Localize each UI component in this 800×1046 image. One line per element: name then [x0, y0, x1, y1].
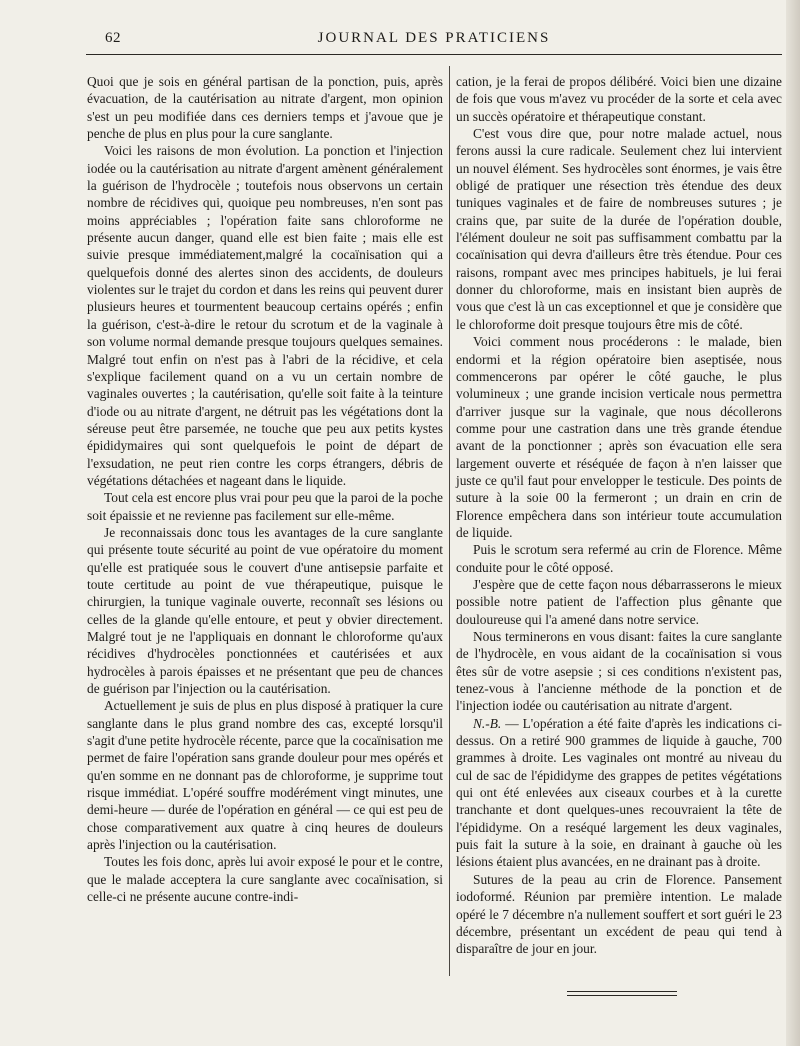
paragraph: Je reconnaissais donc tous les avantages de la cure sanglante qui présente toute sécurité au point de vue opératoire du moment qu'elle est pratiquée sous le couvert d'une antisepsie parfaite et toute certitude au point de vue thérapeutique, puisque le chirurgien, la tunique vaginale ouverte, reconnaît ses lésions ou celles de la glande qu'elle entoure, et peut y obvier directement. Malgré tout je ne l'appliquais en donnant le chloroforme qu'aux récidives d'hydrocèles ponctionnées et cautérisées et aux hydrocèles à parois épaisses et ne présentant que peu de chances de guérison par l'injection ou la cautérisation. — [87, 524, 443, 697]
column-divider — [449, 66, 450, 976]
page-number: 62 — [105, 30, 121, 46]
right-column — [456, 73, 782, 958]
end-rule — [567, 995, 677, 996]
left-column — [87, 73, 443, 906]
note-paragraph — [456, 715, 782, 871]
paragraph: Voici comment nous procéderons : le malade, bien endormi et la région opératoire bien aseptisée, nous commencerons par opérer le côté gauche, le plus volumineux ; une grande incision verticale nous permettra d'arriver jusque sur la vaginale, que nous décollerons comme pour une castration dans une très grande étendue avant de la ponctionner ; après son évacuation elle sera largement ouverte et réséquée de façon à n'en laisser que juste ce qu'il faut pour envelopper le testicule. Des points de suture à la soie 00 la fermeront ; un drain en crin de Florence empêchera dans son intérieur toute accumulation de liquide. — [456, 334, 782, 540]
page-edge — [786, 0, 800, 1046]
end-rule — [567, 991, 677, 992]
paragraph: Sutures de la peau au crin de Florence. Pansement iodoformé. Réunion par première intention. Le malade opéré le 7 décembre n'a nullement souffert et sort guéri le 23 décembre, présentant un excédent de peau qui tend à disparaître de jour en jour. — [456, 871, 782, 957]
paragraph: Puis le scrotum sera refermé au crin de Florence. Même conduite pour le côté opposé. — [456, 542, 782, 575]
note-text: — L'opération a été faite d'après les indications ci-dessus. On a retiré 900 grammes de liquide à gauche, 700 grammes à droite. Les vaginales ont montré au niveau du cul de sac de l'épididyme des grappes de petites végétations qui ont été enlevées aux ciseaux courbes et à la curette tranchante et dont quelques-unes recouvraient la tête de l'épididyme. On a reséqué largement les deux vaginales, puis fait la suture à la soie, en drainant à gauche où les lésions étaient plus avancées, en ne drainant pas à droite. — [456, 715, 782, 870]
note-label: N.-B. — [473, 715, 502, 731]
paragraph: cation, je la ferai de propos délibéré. Voici bien une dizaine de fois que vous m'avez vu procéder de la sorte et cela avec un succès opératoire et thérapeutique constant. — [456, 74, 782, 124]
page-header — [86, 28, 782, 54]
paragraph: Toutes les fois donc, après lui avoir exposé le pour et le contre, que le malade acceptera la cure sanglante avec cocaïnisation, si celle-ci ne présente aucune contre-indi- — [87, 854, 443, 905]
paragraph: Nous terminerons en vous disant: faites la cure sanglante de l'hydrocèle, en vous aidant de la cocaïnisation si vous êtes sûr de votre asepsie ; si ces conditions n'existent pas, tenez-vous à l'ancienne méthode de la ponction et de l'injection iodée ou cautérisation au nitrate d'argent. — [456, 629, 782, 714]
paragraph: J'espère que de cette façon nous débarrasserons le mieux possible notre patient de l'affection plus gênante que douloureuse qui l'a amené dans notre service. — [456, 576, 782, 627]
paragraph: Actuellement je suis de plus en plus disposé à pratiquer la cure sanglante dans le plus grand nombre des cas, excepté lorsqu'il s'agit d'une petite hydrocèle récente, parce que la cocaïnisation me permet de faire l'opération sans grande douleur pour mes opérés et qu'en somme en ne donnant pas de chloroforme, je supprime tout risque immédiat. L'opéré souffre modérément vingt minutes, une demi-heure — durée de l'opération en général — ce qui est peu de chose comparativement aux quatre à cinq heures de douleurs après l'injection ou la cautérisation. — [87, 698, 443, 853]
paragraph: Quoi que je sois en général partisan de la ponction, puis, après évacuation, de la cautérisation au nitrate d'argent, mon opinion s'est un peu modifiée dans ces derniers temps et j'avoue que je penche de plus en plus pour la cure sanglante. — [87, 74, 443, 142]
paragraph: Voici les raisons de mon évolution. La ponction et l'injection iodée ou la cautérisation au nitrate d'argent amènent généralement la guérison de l'hydrocèle ; toutefois nous observons un certain nombre de récidives qui, quoique peu nombreuses, n'en sont pas moins appréciables ; l'opération faite sans chloroforme ne présente aucun danger, quand elle est bien faite ; mais elle est suivie presque immédiatement,malgré la cocaïnisation qui a quelquefois donné des alertes sinon des accidents, de douleurs violentes sur le trajet du cordon et dans les reins qui peuvent durer plusieurs heures et tourmentent beaucoup certains opérés ; enfin la guérison, c'est-à-dire le retour du scrotum et de la vaginale à son volume normal demande presque toujours quelques semaines. Malgré tout enfin on n'est pas à l'abri de la récidive, et cela s'explique facilement quand on a vu un certain nombre de vaginales ouvertes ; la cautérisation, qu'elle soit faite à la teinture d'iode ou au nitrate d'argent, ne détruit pas les végétations dont la séreuse peut être parsemée, ne touche que peu aux petits kystes épididymaires qui sont quelquefois le point de départ de l'exsudation, ne peut rien contre les corps étrangers, débris de végétations détachées et nageant dans le liquide. — [87, 143, 443, 488]
journal-title: JOURNAL DES PRATICIENS — [317, 30, 551, 46]
paragraph: Tout cela est encore plus vrai pour peu que la paroi de la poche soit épaissie et ne revienne pas facilement sur elle-même. — [87, 490, 443, 523]
header-rule — [86, 54, 782, 55]
paragraph: C'est vous dire que, pour notre malade actuel, nous ferons aussi la cure radicale. Seulement chez lui intervient un nouvel élément. Ses hydrocèles sont énormes, je vais être obligé de pratiquer une résection très étendue des deux tuniques vaginales et de faire de nombreuses sutures ; je crains que, par suite de la durée de l'opération double, l'élément douleur ne soit pas suffisamment combattu par la cocaïnisation qui devra d'ailleurs être très étendue. Pour ces raisons, rompant avec mes principes habituels, je lui ferai donner du chloroforme, mais en insistant bien auprès de vous que c'est là un cas exceptionnel et que je considère que le chloroforme doit presque toujours être mis de côté. — [456, 126, 782, 332]
